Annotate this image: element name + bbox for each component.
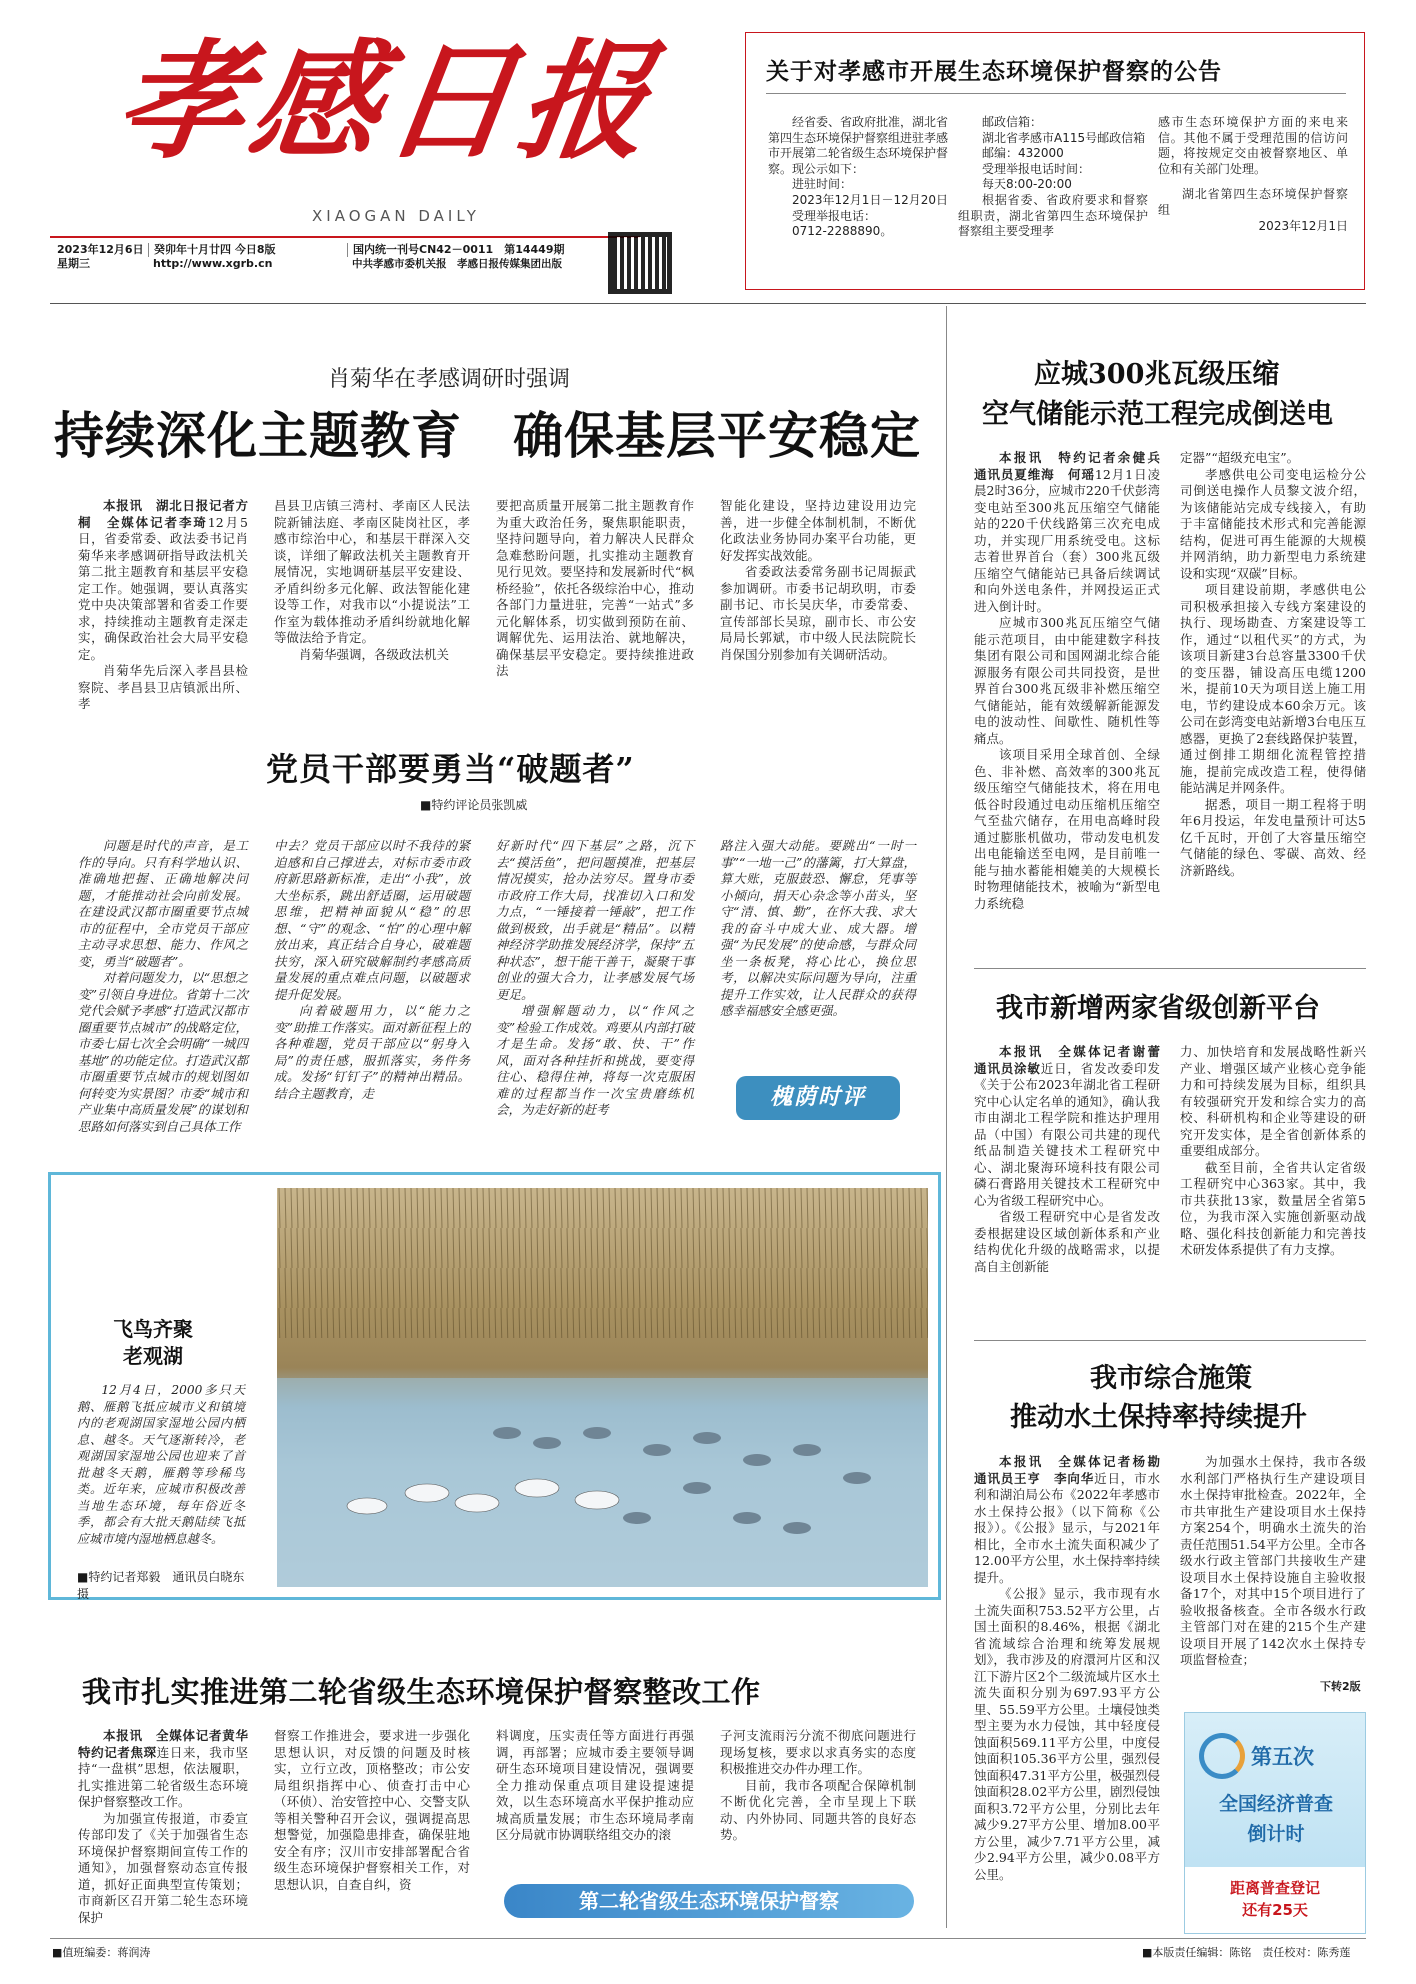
cn-number: 国内统一刊号CN42－0011 第14449期: [347, 243, 564, 257]
lead-col3: 要把高质量开展第二批主题教育作为重大政治任务，聚焦职能职责，坚持问题导向，着力解决人民群众急难愁盼问题，扎实推动主题教育见行见效。要坚持和发展新时代“枫桥经验”，依托各级综治中心，推动各部门力量进驻，完善“一站式”多元化解体系，切实做到预防在前、调解优先、运用法治、就地解决，确保基层平安稳定。要持续推进政法: [496, 498, 694, 678]
soil-title-a: 我市综合施策: [1090, 1363, 1252, 1394]
right-divider: [946, 306, 947, 1928]
commentary-col2: 中去？党员干部应以时不我待的紧迫感和自己撑进去，对标市委市政府新思路新标准，走出“小我”，放大坐标系，跳出舒适圈，运用破题思维，把精神面貌从“稳”的思想、“守”的观念、“怕”的心理中解放出来，真正结合自身心，破难题扶穷，深入研究破解制约孝感高质量发展的重点难点问题，以破题求提升促发展。 向着破题用力，以“能力之变”助推工作落实。面对新征程上的各种难题，党员干部应以“躬身入局”的责任感，服抓落实，务件务成。发扬“钉钉子”的精神出精品。结合主题教育，走: [274, 838, 470, 1101]
notice-box: [745, 32, 1365, 290]
notice-title: 关于对孝感市开展生态环境保护督察的公告: [766, 58, 1222, 85]
commentary-author: ■特约评论员张凯威: [420, 798, 528, 812]
commentary-col1: 问题是时代的声音，是工作的导向。只有科学地认识、准确地把握、正确地解决问题，才能推动社会向前发展。在建设武汉都市圈重要节点城市的征程中，全市党员干部应主动寻求思想、能力、作风之变，勇当“破题者”。 对着问题发力，以“思想之变”引领自身进位。省第十二次党代会赋予孝感“打造武汉都市圈重要节点城市”的战略定位，市委七届七次全会明确“一城四基地”的功能定位。打造武汉都市圈重要节点城市的规划图如何转变为实景图？市委“城市和产业集中高质量发展”的谋划和思路如何落实到自己具体工作: [78, 838, 248, 1134]
eco-title: 我市扎实推进第二轮省级生态环境保护督察整改工作: [82, 1675, 761, 1709]
soil-title-b: 推动水土保持率持续提升: [1010, 1402, 1307, 1433]
notice-col3: 感市生态环境保护方面的来电来信。其他不属于受理范围的信访问题，将按规定交由被督察地区、单位和有关部门处理。 湖北省第四生态环境保护督察组 2023年12月1日: [1158, 115, 1348, 233]
photo-caption: 12月4日，2000多只天鹅、雁鹅飞抵应城市义和镇境内的老观湖国家湿地公园内栖息、越冬。天气逐渐转冷，老观湖国家湿地公园也迎来了首批越冬天鹅，雁鹅等珍稀鸟类。近年来，应城市积极改善当地生态环境，每年俗近冬季，都会有大批天鹅陆续飞抵应城市境内湿地栖息越冬。: [77, 1383, 245, 1546]
census-line2: 倒计时: [1247, 1823, 1305, 1845]
footer-rule: [50, 1938, 1366, 1939]
yc-col1: 本报讯 特约记者余健兵 通讯员夏维海 何瑶12月1日凌晨2时36分，应城市220千伏彭湾变电站至300兆瓦压缩空气储能站的220千伏线路第三次充电成功，并实现厂用系统受电。这标志着世界首台（套）300兆瓦级压缩空气储能站已具备后续调试和向外送电条件，并网投运正式进入倒计时。 应城市300兆瓦压缩空气储能示范项目，由中能建数字科技集团有限公司和国网湖北综合能源服务有限公司共同投资，是世界首台300兆瓦级非补燃压缩空气储能站，能有效缓解新能源发电的波动性、间歇性、随机性等痛点。 该项目采用全球首创、全绿色、非补燃、高效率的300兆瓦级压缩空气储能技术，将在用电低谷时段通过电动压缩机压缩空气至盐穴储存，在用电高峰时段通过膨胀机做功，带动发电机发出电能输送至电网，是目前唯一能与抽水蓄能相媲美的大规模长时物理储能技术，被喻为“新型电力系统稳: [974, 450, 1173, 911]
census-count-b: 还有25天: [1242, 1901, 1308, 1919]
eco-col2: 督察工作推进会，要求进一步强化思想认识，对反馈的问题及时核实，立行立改，顶格整改；市公安局组织指挥中心、侦查打击中心（环侦）、治安管控中心、交警支队等相关警种召开会议，强调提高思想警觉，加强隐患排查，确保驻地安全有序；汉川市安排部署配合省级生态环境保护督察相关工作，对思想认识，自查自纠，资: [274, 1728, 470, 1892]
eco-col4: 子河支流雨污分流不彻底问题进行现场复核，要求以求真务实的态度积极推进交办件办理工作。 目前，我市各项配合保障机制不断优化完善，全市呈现上下联动、内外协同、同题共答的良好态势。: [720, 1728, 916, 1842]
lunar-date: 癸卯年十月廿四 今日8版: [148, 243, 275, 257]
census-ad: [1184, 1712, 1366, 1934]
masthead-logo: 孝感日报: [107, 27, 665, 177]
census-logo-icon: [1199, 1733, 1245, 1779]
footer-right: ■本版责任编辑：陈铭 责任校对：陈秀莲: [1142, 1946, 1351, 1959]
issue-date: 2023年12月6日: [57, 243, 144, 256]
census-title: 第五次: [1251, 1744, 1314, 1769]
eco-col1: 本报讯 全媒体记者黄华 特约记者焦琛连日来，我市坚持“一盘棋”思想，依法履职，扎实推进第二轮省级生态环境保护督察整改工作。 为加强宣传报道，市委宣传部印发了《关于加强省生态环境保护督察期间宣传工作的通知》，加强督察动态宣传报道，抓好正面典型宣传策划；市商新区召开第二轮生态环境保护: [78, 1728, 261, 1925]
inno-title: 我市新增两家省级创新平台: [996, 993, 1320, 1024]
top-rule: [50, 303, 1366, 304]
yc-col2: 定器”“超级充电宝”。 孝感供电公司变电运检分公司倒送电操作人员黎文波介绍，为该储能站完成专线接入，有助于丰富储能技术形式和完善能源结构，促进可再生能源的大规模并网消纳，助力新型电力系统建设和实现“双碳”目标。 项目建设前期，孝感供电公司积极承担接入专线方案建设的执行、现场勘查、方案建设等工作，通过“以租代买”的方式，为该项目新建3台总容量3300千伏的变压器，铺设高压电缆1200米，提前10天为项目送上施工用电，节约建设成本60余万元。该公司在彭湾变电站新增3台电压互感器，更换了2套线路保护装置，通过倒排工期细化流程管控措施，提前完成改造工程，使得储能站满足并网条件。 据悉，项目一期工程将于明年6月投运，年发电量预计可达5亿千瓦时，开创了大容量压缩空气储能的绿色、零碳、高效、经济新路线。: [1180, 450, 1366, 878]
lead-col4: 智能化建设，坚持边建设用边完善，进一步健全体制机制，不断优化政法业务协同办案平台功能，更好发挥实战效能。 省委政法委常务副书记周振武参加调研。市委书记胡玖明，市委副书记、市长吴庆华，市委常委、宣传部部长吴琼，副市长、市公安局局长郭斌，市中级人民法院院长肖保国分别参加有关调研活动。: [720, 498, 916, 662]
notice-col1: 经省委、省政府批准，湖北省第四生态环境保护督察组进驻孝感市开展第二轮省级生态环境保护督察。现公示如下： 进驻时间： 2023年12月1日－12月20日 受理举报电话： 0712-2288890。: [768, 115, 949, 239]
masthead-rule: [50, 236, 640, 238]
commentary-title: 党员干部要勇当“破题者”: [266, 750, 635, 788]
yc-title-b: 空气储能示范工程完成倒送电: [982, 399, 1333, 430]
notice-col2: 邮政信箱： 湖北省孝感市A115号邮政信箱 邮编：432000 受理举报电话时间： 每天8:00-20:00 根据省委、省政府要求和督察组职责，湖北省第四生态环境保护督察组主要受理孝: [958, 115, 1148, 239]
masthead-pinyin: XIAOGAN DAILY: [312, 207, 480, 225]
lead-col1: 本报讯 湖北日报记者方桐 全媒体记者李琦12月5日，省委常委、政法委书记肖菊华来孝感调研指导政法机关第二批主题教育和基层平安稳定工作。她强调，要认真落实党中央决策部署和省委工作要求，持续推动主题教育走深走实，确保政治社会大局平安稳定。 肖菊华先后深入孝昌县检察院、孝昌县卫店镇派出所、孝: [78, 498, 248, 711]
eco-col3: 料调度，压实责任等方面进行再强调，再部署；应城市委主要领导调研生态环境项目建设情况，强调要全力推动保重点项目建设提速提效，以生态环境高水平保护推动应城高质量发展；市生态环境局孝南区分局就市协调联络组交办的滚: [496, 1728, 694, 1842]
qr-code: [608, 232, 672, 294]
photo-credit: ■特约记者郑毅 通讯员白晓东 摄: [77, 1570, 257, 1601]
photo-title-b: 老观湖: [123, 1344, 183, 1368]
footer-left: ■值班编委：蒋润涛: [52, 1946, 151, 1959]
birds-illustration: [277, 1188, 928, 1587]
photo-box: [48, 1172, 941, 1600]
lake-photo: [277, 1188, 928, 1587]
website-link[interactable]: http://www.xgrb.cn: [153, 257, 273, 270]
soil-jump: 下转2版: [1320, 1680, 1361, 1693]
commentary-col3: 好新时代“四下基层”之路，沉下去“摸活鱼”，把问题摸准，把基层情况摸实，抢办法穷尽。置身市委市政府工作大局，找准切入口和发力点，“一锤接着一锤敲”，把工作做到极致，出手就是“精品”。以精神经济学助推发展经济学，保持“五种状态”，想干能干善干，凝聚干事创业的强大合力，让孝感发展气场更足。 增强解题动力，以“作风之变”检验工作成效。鸡要从内部打破才是生命。发扬“敢、快、干”作风，面对各种挂折和挑战，要变得往心、稳得住神，将每一次克服困难的过程都当作一次宝贵磨练机会，为走好新的赶考: [496, 838, 694, 1117]
soil-col1: 本报讯 全媒体记者杨勘 通讯员王亨 李向华近日，市水利和湖泊局公布《2022年孝感市水土保持公报》（以下简称《公报》）。《公报》显示，与2021年相比，全市水土流失面积减少了12.00平方公里，水土保持率持续提升。 《公报》显示，我市现有水土流失面积753.52平方公里，占国土面积的8.46%，根据《湖北省流域综合治理和统筹发展规划》，我市涉及的府澴河片区和汉江下游片区2个二级流域片区水土流失面积分别为697.93平方公里、55.59平方公里。土壤侵蚀类型主要为水力侵蚀，其中轻度侵蚀面积569.11平方公里，中度侵蚀面积105.36平方公里，强烈侵蚀面积47.31平方公里，极强烈侵蚀面积28.02平方公里，剧烈侵蚀面积3.72平方公里，分别比去年减少9.27平方公里、增加8.00平方公里，减少7.71平方公里，减少2.94平方公里，减少0.08平方公里。: [974, 1454, 1173, 1882]
issue-weekday: 星期三: [57, 257, 90, 270]
lead-title: 持续深化主题教育 确保基层平安稳定: [54, 406, 921, 465]
publisher: 中共孝感市委机关报 孝感日报传媒集团出版: [352, 258, 562, 270]
yc-title-a: 应城300兆瓦级压缩: [1034, 359, 1280, 390]
eco-banner: 第二轮省级生态环境保护督察: [504, 1884, 914, 1918]
photo-title-a: 飞鸟齐聚: [113, 1317, 193, 1341]
lead-kicker: 肖菊华在孝感调研时强调: [328, 367, 571, 392]
census-count-a: 距离普查登记: [1229, 1879, 1320, 1897]
census-line1: 全国经济普查: [1218, 1793, 1333, 1815]
masthead-info: [57, 243, 657, 291]
commentary-badge: 槐荫时评: [736, 1076, 900, 1120]
soil-col2: 为加强水土保持，我市各级水利部门严格执行生产建设项目水土保持审批检查。2022年，全市共审批生产建设项目水土保持方案254个，明确水土流失的治责任范围51.54平方公里。全市各级水行政主管部门共接收生产建设项目水土保持设施自主验收报备17个，对其中15个项目进行了验收报备核查。全市各级水行政主管部门对在建的215个生产建设项目开展了142次水土保持专项监督检查；: [1180, 1454, 1366, 1667]
inno-col1: 本报讯 全媒体记者谢蕾 通讯员涂敏近日，省发改委印发《关于公布2023年湖北省工程研究中心认定名单的通知》，确认我市由湖北工程学院和推达护理用品（中国）有限公司共建的现代纸品制造关键技术工程研究中心、湖北聚海环境科技有限公司磷石膏路用关键技术工程研究中心为省级工程研究中心。 省级工程研究中心是省发改委根据建设区域创新体系和产业结构优化升级的战略需求，以提高自主创新能: [974, 1044, 1173, 1274]
commentary-col4: 路注入强大动能。要跳出“一时一事”“一地一己”的藩篱，打大算盘，算大账，克服鼓恐、懈怠，凭事等小倾向，捐天心杂念等小苗头，坚守“清、慎、勤”，在怀大我、求大我的奋斗中成大业、成大器。增强“为民发展”的使命感，与群众同坐一条板凳，将心比心，换位思考，以解决实际问题为导向，注重提升工作实效，让人民群众的获得感幸福感安全感更强。: [720, 838, 916, 1018]
inno-col2: 力、加快培育和发展战略性新兴产业、增强区域产业核心竞争能力和可持续发展为目标，组织具有较强研究开发和综合实力的高校、科研机构和企业等建设的研究开发实体，是全省创新体系的重要组成部分。 截至目前，全省共认定省级工程研究中心363家。其中，我市共获批13家，数量居全省第5位，为我市深入实施创新驱动战略、强化科技创新能力和完善技术研发体系提供了有力支撑。: [1180, 1044, 1366, 1257]
lead-col2: 昌县卫店镇三湾村、孝南区人民法院新铺法庭、孝南区陡岗社区，孝感市综治中心，和基层干群深入交谈，详细了解政法机关主题教育开展情况，实地调研基层平安建设、矛盾纠纷多元化解、政法智能化建设等工作，对我市以“小提说法”工作室为载体推动矛盾纠纷就地化解等做法给予肯定。 肖菊华强调，各级政法机关: [274, 498, 470, 662]
